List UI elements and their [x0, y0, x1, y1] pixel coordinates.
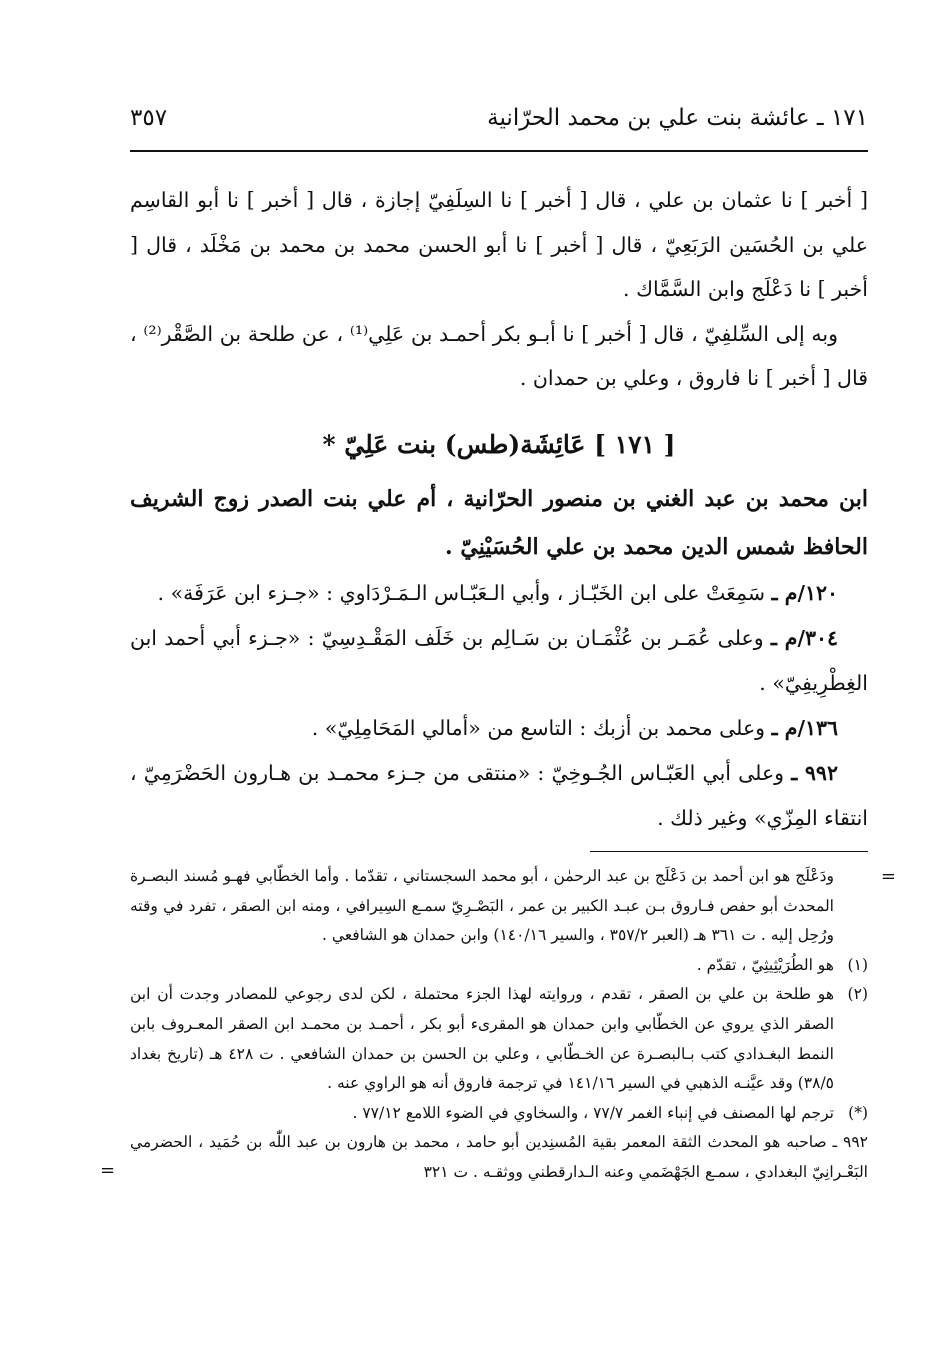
main-text	[130, 178, 868, 841]
item-text: وعلى عُمَـر بن عُثْمَـان بن سَـالِم بن خَلَف المَقْـدِسِيّ : «جـزء أبي أحمد ابن الغِطْرِيفِيّ» .	[130, 625, 868, 695]
item-number: ٩٩٢ ـ	[791, 760, 838, 785]
list-item	[130, 706, 868, 751]
footnote-continuation	[130, 862, 896, 951]
list-item	[130, 751, 868, 841]
footnote-mark: (*)	[848, 1103, 868, 1122]
isnad-paragraph-2: وبه إلى السِّلفِيّ ، قال [ أخبر ] نا أبـو بكر أحمـد بن عَلِي⁽¹⁾ ، عن طلحة بن الصَّقْر⁽²⁾ ، قال [ أخبر ] نا فاروق ، وعلي بن حمدان .	[130, 321, 868, 390]
footnote-text: ودَعْلَج هو ابن أحمد بن دَعْلَج بن عبد الرحمٰن ، أبو محمد السجستاني ، تقدّما . وأما الخطّابي فهـو مُسند البصـرة المحدث أبو حفص فـاروق بـن عبـد الكبير بن عمر ، البَصْـرِيّ سمـع السِيرافي ، ومنه ابن الصقر ، تفرد في وقته ورُحِل إليه . ت ٣٦١ هـ (العبر ٣٥٧/٢ ، والسير ١٤٠/١٦) وابن حمدان هو الشافعي .	[130, 867, 834, 945]
footnote-text: ٩٩٢ ـ صاحبه هو المحدث الثقة المعمر بقية المُسنِدين أبو حامد ، محمد بن هارون بن عبد اللّٰه بن حُمَيد ، الحضرمي البَعْـرانِيّ البغدادي ، سمـع الجَهْضَمي وعنه الـدارقطني ووثقـه . ت ٣٢١	[130, 1133, 868, 1181]
list-item	[130, 616, 868, 706]
entry-title: [ ١٧١ ] عَائِشَة(طس) بنت عَلِيّ *	[322, 429, 676, 459]
isnad-paragraph-1: [ أخبر ] نا عثمان بن علي ، قال [ أخبر ] نا السِلَفِيّ إجازة ، قال [ أخبر ] نا أبو القاسِم علي بن الحُسَين الرَبَعِيّ ، قال [ أخبر ] نا أبو الحسن محمد بن محمد بن مَخْلَد ، قال [ أخبر ] نا دَعْلَج وابن السَّمَّاك .	[130, 188, 868, 301]
footnote-text: هو طلحة بن علي بن الصقر ، تقدم ، وروايته لهذا الجزء محتملة ، لكن لدى رجوعي للمصادر وجدت أن ابن الصقر الذي يروي عن الخطّابي وابن حمدان هو المقرىء أبو بكر ، أحمـد بن محمـد ابن الصقر المعـروف بابن النمط البغـدادي كتب بـالبصـرة عن الخـطّابي ، وعلي بن الحسن بن حمدان الشافعي . ت ٤٢٨ هـ (تاريخ بغداد ٣٨/٥) وقد عيَّنـه الذهبي في السير ١٤١/١٦ في ترجمة فاروق أنه هو الراوي عنه .	[130, 985, 834, 1093]
page-header	[130, 92, 868, 144]
list-item	[130, 571, 868, 616]
footnote-mark: (٢)	[847, 985, 868, 1004]
footnote-star	[130, 1099, 868, 1129]
footnote-text: هو الطُرَيْثِيثِيّ ، تقدّم .	[696, 955, 834, 974]
item-number: ١٢٠/م ـ	[771, 580, 838, 605]
footnote-1	[130, 951, 868, 981]
page-number: ٣٥٧	[130, 105, 168, 131]
item-number: ٣٠٤/م ـ	[770, 625, 838, 650]
footnote-mark: (١)	[847, 955, 868, 974]
footnote-992	[100, 1128, 868, 1187]
continuation-mark: =	[880, 866, 896, 887]
item-text: وعلى محمد بن أزبك : التاسع من «أمالي المَحَامِلِيّ» .	[311, 715, 766, 740]
footnote-rule	[590, 851, 868, 852]
entry-intro: ابن محمد بن عبد الغني بن منصور الحرّانية ، أم علي بنت الصدر زوج الشريف الحافظ شمس الدين محمد بن علي الحُسَيْنِيّ .	[130, 485, 868, 560]
header-rule	[130, 150, 868, 152]
continuation-mark: =	[100, 1159, 116, 1181]
item-number: ١٣٦/م ـ	[771, 715, 838, 740]
footnote-text: ترجم لها المصنف في إنباء الغمر ٧٧/٧ ، والسخاوي في الضوء اللامع ٧٧/١٢ .	[352, 1103, 834, 1122]
footnote-2	[130, 980, 868, 1098]
item-text: سَمِعَتْ على ابن الخَبّـاز ، وأبي الـعَبّـاس الـمَـرْدَاوي : «جـزء ابن عَرَفَة» .	[157, 580, 766, 605]
item-text: وعلى أبي العَبّـاس الجُـوخِيّ : «منتقى من جـزء محمـد بن هـارون الحَضْرَمِيّ ، انتقاء المِزّي» وغير ذلك .	[130, 760, 868, 830]
running-title: ١٧١ ـ عائشة بنت علي بن محمد الحرّانية	[487, 105, 868, 131]
footnotes	[100, 862, 896, 1188]
